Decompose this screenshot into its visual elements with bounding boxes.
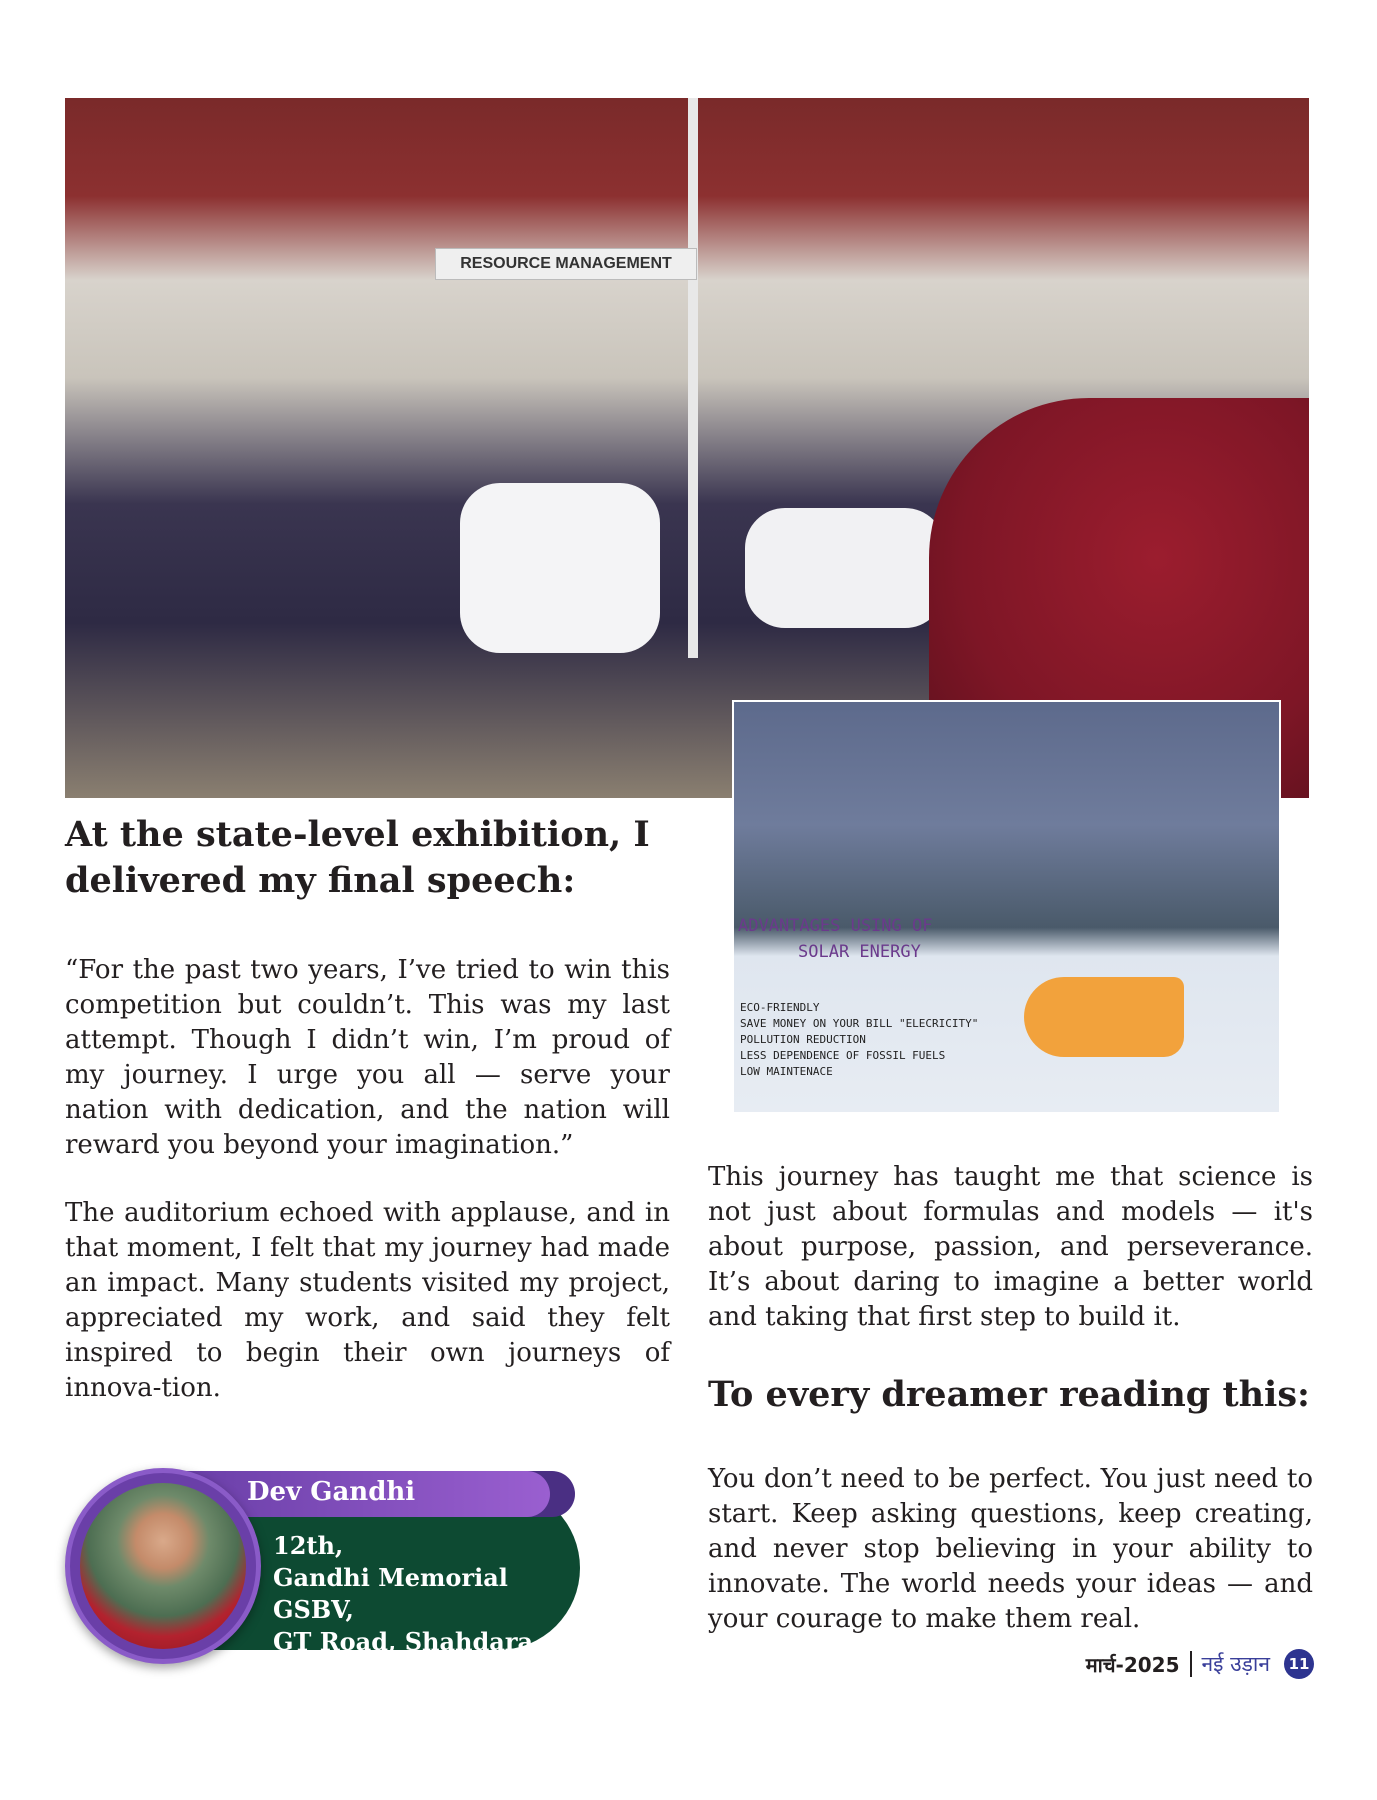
author-location: GT Road, Shahdara — [273, 1627, 534, 1656]
poster-title-line: ADVANTAGES USING OF — [738, 916, 933, 936]
poster-item: LOW MAINTENACE — [740, 1064, 833, 1078]
page-number: 11 — [1284, 1649, 1314, 1679]
section-heading: At the state-level exhibition, I delivered my final speech: — [65, 814, 650, 901]
solar-model-photo — [732, 700, 1281, 1114]
speech-quote: “For the past two years, I’ve tried to win this competition but couldn’t. This was my last attempt. Though I didn’t win, I’m proud of my journey. I urge you all — serve your nation with dedication, and the nation will reward you beyond your imagination.” — [65, 955, 670, 1160]
poster-item: SAVE MONEY ON YOUR BILL "ELECRICITY" — [740, 1016, 979, 1030]
author-card — [65, 1468, 585, 1668]
author-portrait — [80, 1483, 246, 1649]
booth-sign: RESOURCE MANAGEMENT — [435, 248, 697, 280]
author-name: Dev Gandhi — [247, 1477, 416, 1507]
booth-divider — [688, 98, 698, 658]
model-cloud — [460, 483, 660, 653]
section-heading: To every dreamer reading this: — [708, 1374, 1310, 1415]
poster-title-line: SOLAR ENERGY — [798, 941, 921, 962]
author-school: Gandhi Memorial GSBV, — [273, 1563, 508, 1624]
author-details — [273, 1530, 583, 1658]
body-paragraph: You don’t need to be perfect. You just need to start. Keep asking questions, keep creating, and never stop believing in your ability to innovate. The world needs your ideas — and your courage to make them real. — [708, 1464, 1313, 1634]
page-footer — [1086, 1647, 1314, 1681]
body-paragraph: This journey has taught me that science is not just about formulas and models — it's about purpose, passion, and perseverance. It’s about daring to imagine a better world and taking that first step to build it. — [708, 1162, 1313, 1332]
sun-drawing — [1024, 977, 1184, 1057]
poster-item: ECO-FRIENDLY — [740, 1001, 820, 1014]
poster-title — [738, 914, 932, 965]
model-cloud — [745, 508, 945, 628]
issue-date: मार्च-2025 — [1085, 1652, 1180, 1677]
avatar — [65, 1468, 261, 1664]
footer-divider — [1190, 1651, 1192, 1677]
magazine-title: नई उड़ान — [1201, 1652, 1270, 1676]
poster-item: POLLUTION REDUCTION — [740, 1032, 866, 1046]
exhibition-photo — [65, 98, 1309, 798]
poster-list — [740, 1000, 978, 1080]
author-class: 12th, — [273, 1531, 344, 1560]
poster-item: LESS DEPENDENCE OF FOSSIL FUELS — [740, 1048, 946, 1062]
body-paragraph: The auditorium echoed with applause, and in that moment, I felt that my journey had made an impact. Many students visited my project, appreciated my work, and said they felt inspired to begin their own journeys of innova-tion. — [65, 1198, 670, 1403]
